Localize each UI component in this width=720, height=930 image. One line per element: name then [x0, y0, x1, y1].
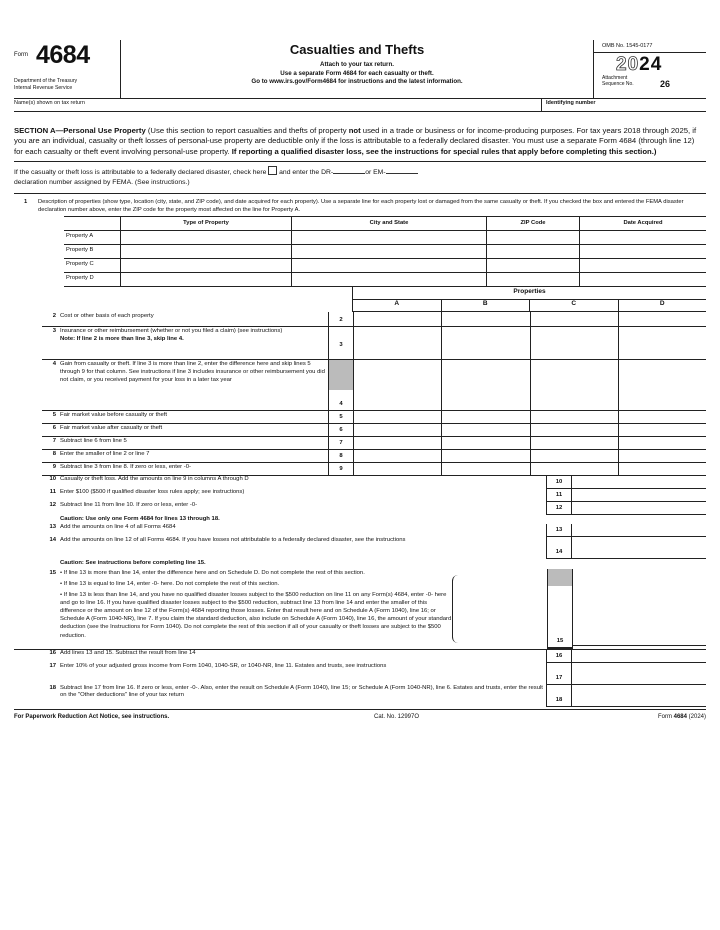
form-number: 4684 [36, 41, 90, 69]
caution-note: Caution: See instructions before completing line 15. [60, 560, 206, 567]
date-field[interactable] [580, 273, 706, 286]
type-field[interactable] [121, 273, 292, 286]
amount-field[interactable] [442, 424, 530, 436]
amount-field[interactable] [442, 437, 530, 449]
line-box: 12 [546, 502, 572, 515]
line-number: 2 [52, 312, 56, 319]
properties-header [352, 287, 706, 300]
property-label: Property A [64, 231, 121, 244]
line-box: 13 [546, 524, 572, 537]
disaster-checkbox[interactable] [268, 166, 277, 175]
line-number: 10 [49, 475, 56, 482]
type-field[interactable] [121, 259, 292, 272]
line-number: 12 [49, 501, 56, 508]
line-number: 7 [52, 437, 56, 444]
column-header: ZIP Code [487, 217, 580, 230]
section-a-text: used in a trade or business or for income-producing purposes. For tax years 2018 through 2025, if you are an individual, casualty or theft losses of personal-use property are deductible only if the loss is attributable to a federally declared disaster. You must use a separate Form 4684 (through line 12) for each casualty or theft event involving personal-use property. [14, 126, 697, 156]
title-block [121, 40, 593, 98]
line-2 [42, 312, 706, 327]
line-16 [14, 649, 706, 663]
column-letter: D [659, 299, 665, 307]
name-field[interactable] [14, 99, 541, 111]
section-a-intro [14, 112, 706, 162]
table-row [64, 231, 706, 245]
type-field[interactable] [121, 231, 292, 244]
city-state-field[interactable] [292, 259, 487, 272]
line-text: Cost or other basis of each property [60, 312, 154, 319]
line-box: 11 [546, 489, 572, 502]
amount-field[interactable] [572, 537, 706, 559]
property-table [64, 216, 706, 287]
line-3 [42, 327, 706, 360]
line-text: Enter the smaller of line 2 or line 7 [60, 450, 150, 457]
city-state-field[interactable] [292, 273, 487, 286]
fema-text: If the casualty or theft loss is attributable to a federally declared disaster, check here [14, 169, 267, 177]
amount-field[interactable] [619, 424, 706, 436]
amount-field[interactable] [619, 450, 706, 462]
line-text: Fair market value after casualty or theft [60, 424, 163, 431]
line-number: 4 [52, 360, 56, 367]
line-number: 11 [49, 488, 56, 495]
line-box [329, 327, 354, 359]
line-box: 5 [329, 411, 354, 423]
amount-field[interactable] [619, 360, 706, 410]
line-box: 8 [329, 450, 354, 462]
line-text: Insurance or other reimbursement (whether or not you filed a claim) (see instructions) [60, 327, 283, 334]
line-text: Add the amounts on line 4 of all Forms 4684 [60, 524, 176, 531]
properties-label: Properties [513, 287, 546, 295]
section-a-text: (Use this section to report casualties and thefts of property [145, 126, 349, 135]
line-15-bullet: • If line 13 is less than line 14, and you have no qualified disaster losses subject to the $500 reduction on line 11 on any Form(s) 4684, enter -0- here and go to line 16. If you have qualified disaster losses subject to the $500 reduction, subtract line 13 from line 14 and enter the smaller of this difference or the amount on line 12 of the Form(s) 4684 reporting those losses. Enter that result here and on Schedule A (Form 1040), line 16; or Schedule A (Form 1040-NR), line 7. If you claim the standard deduction, also include on Schedule A (Form 1040), line 16, the amount of your standard deduction (see the Instructions for Form 1040). Do not complete the rest of this section if all of your casualty or theft losses are subject to the $500 reduction. [60, 591, 452, 639]
amount-field[interactable] [442, 463, 530, 475]
line-text: Subtract line 6 from line 5 [60, 437, 127, 444]
line-box: 2 [329, 312, 354, 326]
amount-field[interactable] [442, 411, 530, 423]
line-box-number: 15 [548, 586, 572, 648]
line-text: Fair market value before casualty or theft [60, 411, 168, 418]
table-row [64, 259, 706, 273]
amount-field[interactable] [572, 685, 706, 707]
zip-field[interactable] [487, 259, 580, 272]
line-box: 9 [329, 463, 354, 475]
line-5 [42, 411, 706, 424]
line-box: 18 [546, 685, 572, 707]
line-15-amount [573, 569, 706, 649]
line-10 [14, 476, 706, 489]
amount-field[interactable] [572, 476, 706, 489]
line-15-text [60, 569, 452, 649]
department [14, 78, 77, 91]
line-17 [14, 663, 706, 685]
line-box: 4 [329, 360, 354, 410]
column-header: City and State [292, 217, 487, 230]
sequence-text: Sequence No. [602, 80, 634, 87]
line-number: 16 [49, 649, 56, 656]
tax-year-prefix: 20 [616, 54, 640, 75]
line-1-text: Description of properties (show type, location (city, state, and ZIP code), and date acquired for each property). Use a separate line for each property lost or damaged from the same casualty or theft. If you checked the box and entered the FEMA disaster declaration number above, enter the ZIP code for the property most affected on the line for Property A. [38, 198, 684, 213]
column-header: Type of Property [121, 217, 292, 230]
line-box-number: 3 [339, 341, 343, 348]
line-text: Add the amounts on line 12 of all Forms 4684. If you have losses not attributable to a federally declared disaster, see the instructions [60, 537, 406, 544]
amount-field[interactable] [619, 312, 706, 326]
line-text: Gain from casualty or theft. If line 3 is more than line 2, enter the difference here and skip lines 5 through 9 for that column. See instructions if line 3 includes insurance or other reimbursement you did not claim, or you received payment for your loss in a later tax year [60, 360, 325, 383]
column-letter: C [530, 300, 619, 311]
subtitle-line: Attach to your tax return. [320, 61, 394, 69]
line-11 [14, 489, 706, 502]
type-field[interactable] [121, 245, 292, 258]
zip-field[interactable] [487, 245, 580, 258]
line-number: 13 [49, 524, 56, 531]
line-13 [14, 524, 706, 537]
zip-field[interactable] [487, 273, 580, 286]
sequence-number: 26 [660, 79, 671, 89]
amount-field[interactable] [442, 450, 530, 462]
line-box: 16 [546, 650, 572, 663]
amount-field[interactable] [619, 411, 706, 423]
amount-field[interactable] [354, 360, 442, 410]
amount-field[interactable] [531, 411, 619, 423]
name-label: Name(s) shown on tax return [14, 100, 85, 106]
amount-field[interactable] [531, 327, 619, 359]
attachment-text: Attachment [602, 75, 628, 81]
amount-field[interactable] [619, 463, 706, 475]
subtitle-line: Use a separate Form 4684 for each casualty or theft. [280, 69, 434, 77]
amount-field[interactable] [354, 312, 442, 326]
amount-field[interactable] [354, 437, 442, 449]
line-text: Subtract line 11 from line 10. If zero or less, enter -0- [60, 501, 198, 508]
table-row [64, 245, 706, 259]
amount-field[interactable] [354, 424, 442, 436]
fema-text: or EM- [365, 169, 386, 177]
line-number: 1 [24, 198, 28, 205]
property-label: Property C [64, 259, 121, 272]
line-14 [14, 537, 706, 559]
property-table-header [64, 217, 706, 231]
header-spacer [64, 217, 121, 230]
amount-field[interactable] [442, 327, 530, 359]
identifying-number-label: Identifying number [546, 100, 596, 106]
identifying-number-field[interactable] [541, 99, 706, 111]
fema-row [14, 162, 706, 193]
line-text: Enter $100 ($500 if qualified disaster loss rules apply; see instructions) [60, 488, 245, 495]
amount-field[interactable] [531, 437, 619, 449]
amount-field[interactable] [442, 312, 530, 326]
attachment-label [602, 76, 634, 88]
line-number: 18 [49, 684, 56, 691]
line-text: Enter 10% of your adjusted gross income from Form 1040, 1040-SR, or 1040-NR, line 11. Estates and trusts, see instructions [60, 662, 387, 669]
line-6 [42, 424, 706, 437]
amount-field[interactable] [573, 585, 706, 646]
subtitle-line: Go to www.irs.gov/Form4684 for instructions and the latest information. [251, 77, 463, 85]
amount-field[interactable] [572, 650, 706, 663]
property-label: Property D [64, 273, 121, 286]
omb-block [593, 40, 706, 98]
fema-text: declaration number assigned by FEMA. (See instructions.) [14, 179, 190, 187]
department-line: Internal Revenue Service [14, 84, 73, 91]
line-number: 3 [52, 327, 56, 334]
footer-form-prefix: Form [657, 713, 674, 720]
amount-field[interactable] [354, 411, 442, 423]
zip-field[interactable] [487, 231, 580, 244]
amount-field[interactable] [619, 327, 706, 359]
column-header: Date Acquired [623, 219, 663, 226]
form-label: Form [14, 52, 28, 58]
paperwork-notice: For Paperwork Reduction Act Notice, see instructions. [14, 713, 170, 720]
footer-form-id [554, 714, 706, 722]
line-18 [14, 685, 706, 707]
line-9 [42, 463, 706, 476]
amount-field[interactable] [531, 424, 619, 436]
line-number: 14 [49, 537, 56, 544]
department-line: Department of the Treasury [14, 78, 78, 84]
form-id-block [14, 40, 121, 98]
amount-field[interactable] [572, 524, 706, 537]
catalog-number: Cat. No. 12997O [374, 713, 420, 720]
line-box [547, 569, 573, 649]
property-label: Property B [64, 245, 121, 258]
column-letter: B [442, 300, 531, 311]
tax-year [616, 53, 662, 77]
amount-field[interactable] [619, 437, 706, 449]
line-number: 17 [49, 662, 56, 669]
line-4 [42, 360, 706, 411]
section-a-bold-tail: If reporting a qualified disaster loss, see the instructions for special rules that apply before completing this section.) [231, 146, 657, 156]
date-field[interactable] [580, 245, 706, 258]
amount-field[interactable] [442, 360, 530, 410]
line-number: 6 [52, 424, 56, 431]
amount-field[interactable] [354, 327, 442, 359]
line-box: 7 [329, 437, 354, 449]
line-box: 17 [546, 663, 572, 685]
table-row [64, 273, 706, 287]
footer-form-year: (2024) [686, 713, 706, 720]
line-number: 8 [52, 450, 56, 457]
form-title: Casualties and Thefts [289, 42, 425, 57]
line-7 [42, 437, 706, 450]
line-text: Add lines 13 and 15. Subtract the result from line 14 [60, 649, 196, 656]
line-15-bullet: • If line 13 is equal to line 14, enter -0- here. Do not complete the rest of this section. [60, 580, 280, 587]
section-a-heading: SECTION A—Personal Use Property [14, 126, 146, 135]
line-note: Note: If line 2 is more than line 3, skip line 4. [60, 335, 184, 342]
form-page [14, 0, 706, 721]
line-15 [14, 569, 706, 649]
section-a-not: not [348, 126, 361, 135]
line-box: 14 [546, 537, 572, 559]
omb-number: OMB No. 1545-0177 [594, 40, 706, 53]
amount-field[interactable] [531, 450, 619, 462]
column-letter: A [353, 300, 442, 311]
line-8 [42, 450, 706, 463]
amount-field[interactable] [572, 502, 706, 515]
amount-field[interactable] [531, 360, 619, 410]
date-field[interactable] [580, 259, 706, 272]
line-box: 10 [546, 476, 572, 489]
column-letters [352, 300, 706, 312]
form-header [14, 40, 706, 99]
line-text: Subtract line 17 from line 16. If zero or less, enter -0-. Also, enter the result on Schedule A (Form 1040), line 15; or Schedule A (Form 1040-NR), line 6. Estates and trusts, enter the result on the "Other deductions" line of your tax return [60, 684, 543, 699]
caution-note: Caution: Use only one Form 4684 for lines 13 through 18. [60, 515, 220, 522]
property-amounts-grid [42, 287, 706, 476]
amount-field[interactable] [354, 463, 442, 475]
line-number: 15 [49, 569, 56, 576]
line-number: 5 [52, 411, 56, 418]
amount-field[interactable] [354, 450, 442, 462]
line-15-bullet: • If line 13 is more than line 14, enter the difference here and on Schedule D. Do not complete the rest of this section. [60, 569, 365, 576]
date-field[interactable] [580, 231, 706, 244]
amount-field[interactable] [531, 463, 619, 475]
amount-field[interactable] [572, 663, 706, 685]
line-1 [14, 194, 706, 216]
em-number-field[interactable] [386, 167, 418, 174]
names-row [14, 99, 706, 112]
amount-field[interactable] [531, 312, 619, 326]
line-number: 9 [52, 463, 56, 470]
line-text: Subtract line 3 from line 8. If zero or less, enter -0- [60, 463, 191, 470]
bracket-decoration [452, 575, 547, 643]
form-footer [14, 709, 706, 722]
fema-text: and enter the DR- [279, 169, 334, 177]
city-state-field[interactable] [292, 245, 487, 258]
city-state-field[interactable] [292, 231, 487, 244]
tax-year-suffix: 24 [639, 54, 663, 75]
line-text: Casualty or theft loss. Add the amounts on line 9 in columns A through D [60, 475, 249, 482]
dr-number-field[interactable] [333, 167, 365, 174]
line-12 [14, 502, 706, 515]
footer-form-number: 4684 [673, 713, 687, 720]
amount-field[interactable] [572, 489, 706, 502]
line-box: 6 [329, 424, 354, 436]
